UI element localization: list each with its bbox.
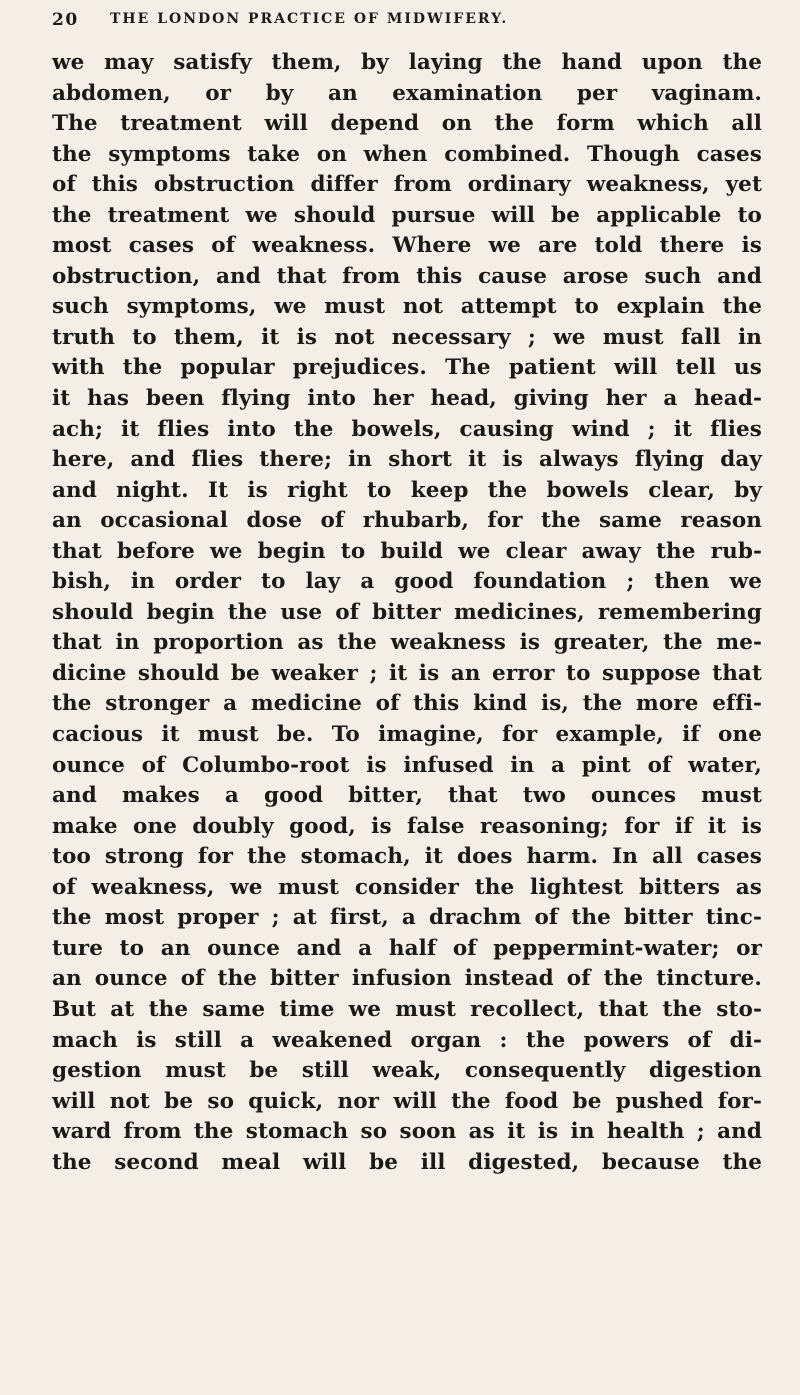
text-line: that before we begin to build we clear away the rub- bbox=[52, 538, 762, 564]
body-text bbox=[52, 48, 762, 1178]
text-line: But at the same time we must recollect, that the sto- bbox=[52, 996, 762, 1022]
text-line: will not be so quick, nor will the food be pushed for- bbox=[52, 1088, 762, 1114]
text-line: here, and flies there; in short it is always flying day bbox=[52, 447, 762, 473]
text-line: with the popular prejudices. The patient will tell us bbox=[52, 355, 762, 381]
text-line: of this obstruction differ from ordinary weakness, yet bbox=[52, 172, 762, 198]
text-line: gestion must be still weak, consequently digestion bbox=[52, 1058, 762, 1084]
text-line: ture to an ounce and a half of peppermint-water; or bbox=[52, 935, 762, 961]
text-line: such symptoms, we must not attempt to explain the bbox=[52, 294, 762, 320]
text-line: bish, in order to lay a good foundation ; then we bbox=[52, 569, 762, 595]
text-line: most cases of weakness. Where we are told there is bbox=[52, 233, 762, 259]
text-line: the second meal will be ill digested, because the bbox=[52, 1149, 762, 1175]
text-line: too strong for the stomach, it does harm. In all cases bbox=[52, 844, 762, 870]
text-line: the stronger a medicine of this kind is, the more effi- bbox=[52, 691, 762, 717]
text-line: should begin the use of bitter medicines, remembering bbox=[52, 599, 762, 625]
page-number: 20 bbox=[52, 10, 79, 30]
text-line: ach; it flies into the bowels, causing wind ; it flies bbox=[52, 416, 762, 442]
running-head: THE LONDON PRACTICE OF MIDWIFERY. bbox=[110, 11, 509, 27]
text-line: we may satisfy them, by laying the hand upon the bbox=[52, 50, 762, 75]
text-line: of weakness, we must consider the lightest bitters as bbox=[52, 874, 762, 900]
text-line: an ounce of the bitter infusion instead of the tincture. bbox=[52, 966, 762, 992]
text-line: an occasional dose of rhubarb, for the same reason bbox=[52, 508, 762, 534]
text-line: mach is still a weakened organ : the powers of di- bbox=[52, 1027, 762, 1053]
text-line: that in proportion as the weakness is greater, the me- bbox=[52, 630, 762, 656]
text-line: The treatment will depend on the form which all bbox=[52, 111, 762, 137]
text-line: make one doubly good, is false reasoning; for if it is bbox=[52, 813, 762, 839]
text-line: ward from the stomach so soon as it is in health ; and bbox=[52, 1119, 762, 1145]
text-line: and makes a good bitter, that two ounces must bbox=[52, 783, 762, 809]
text-line: truth to them, it is not necessary ; we must fall in bbox=[52, 324, 762, 350]
text-line: the most proper ; at first, a drachm of the bitter tinc- bbox=[52, 905, 762, 931]
text-line: the symptoms take on when combined. Though cases bbox=[52, 141, 762, 167]
text-line: cacious it must be. To imagine, for example, if one bbox=[52, 722, 762, 748]
text-line: obstruction, and that from this cause arose such and bbox=[52, 263, 762, 289]
text-line: it has been flying into her head, giving her a head- bbox=[52, 386, 762, 412]
page-header bbox=[52, 10, 762, 32]
text-line: dicine should be weaker ; it is an error to suppose that bbox=[52, 660, 762, 686]
text-line: ounce of Columbo-root is infused in a pint of water, bbox=[52, 752, 762, 778]
text-line: abdomen, or by an examination per vaginam. bbox=[52, 80, 762, 106]
text-line: and night. It is right to keep the bowels clear, by bbox=[52, 477, 762, 503]
text-line: the treatment we should pursue will be applicable to bbox=[52, 202, 762, 228]
